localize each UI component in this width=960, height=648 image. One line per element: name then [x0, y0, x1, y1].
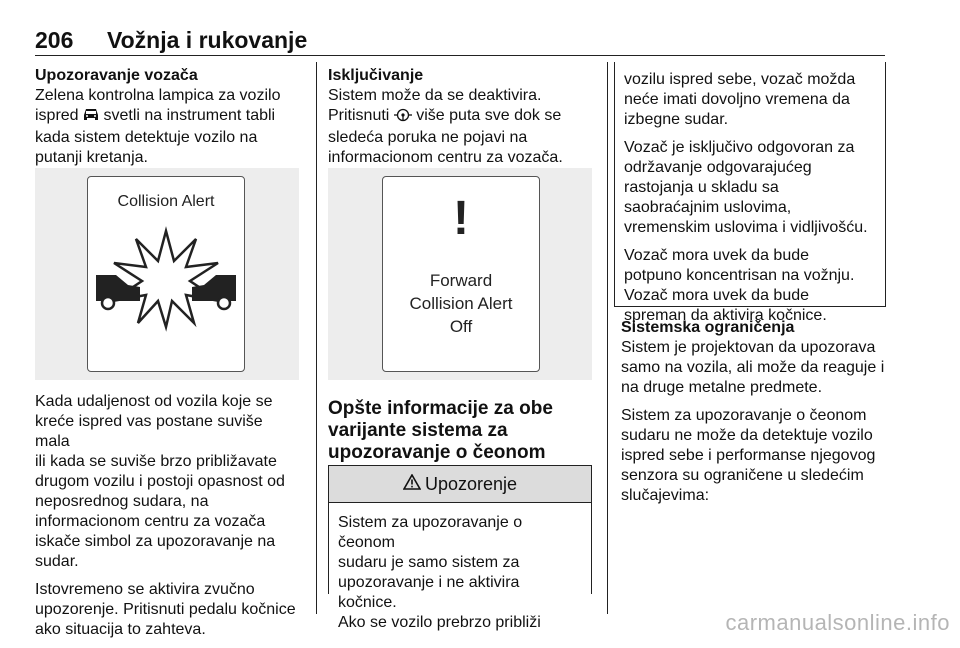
section-heading-system-limits: Sistemska ograničenja — [621, 319, 795, 336]
figure-collision-alert — [35, 168, 299, 380]
warning-box — [328, 465, 592, 631]
deactivation-line-2: Pritisnuti više puta sve dok se — [328, 106, 598, 128]
intro-line-2: ispred svetli na instrument tabli — [35, 106, 300, 128]
column-2 — [328, 66, 598, 168]
page-header — [35, 27, 885, 53]
car-front-icon — [83, 108, 99, 128]
display-screen-off — [382, 176, 540, 372]
exclamation-mark: ! — [453, 192, 469, 245]
paragraph-limits-1: Sistem je projektovan da upozorava samo na vozila, ali može da reaguje i na druge metalne predmete. — [621, 339, 885, 396]
warning-continued-p3: Vozač mora uvek da bude potpuno koncentrisan na vožnju. Vozač mora uvek da bude spreman da aktivira kočnice. — [624, 247, 855, 324]
warning-box-title: Upozorenje — [329, 466, 591, 503]
paragraph-limits-2: Sistem za upozoravanje o čeonom sudaru ne može da detektuje vozilo ispred sebe i performanse njegovog senzora su ograničene u sledećim slučajevima: — [621, 407, 876, 504]
deactivation-line-1: Sistem može da se deaktivira. — [328, 87, 542, 104]
collision-starburst-icon — [88, 223, 244, 333]
header-rule — [35, 55, 885, 56]
collision-alert-label: Collision Alert — [117, 193, 215, 210]
warning-continued-p2: Vozač je isključivo odgovoran za održavanje odgovarajućeg rastojanja u skladu sa saobraćajnim uslovima, vremenskim uslovima i vidljivošću. — [624, 139, 868, 236]
column-1 — [35, 66, 300, 168]
chapter-title: Vožnja i rukovanje — [107, 27, 308, 53]
column-divider-2 — [607, 62, 608, 614]
fca-off-message: Forward Collision Alert Off — [409, 271, 513, 336]
watermark: carmanualsonline.info — [725, 610, 950, 635]
column-3-text — [621, 318, 891, 514]
warning-box-continued — [614, 62, 886, 324]
section-heading-deactivation: Isključivanje — [328, 67, 424, 84]
column-divider-1 — [316, 62, 317, 614]
paragraph-audible-warning: Istovremeno se aktivira zvučno upozorenje. Pritisnuti pedalu kočnice ako situacija to zahteva. — [35, 581, 296, 638]
figure-fca-off — [328, 168, 592, 380]
intro-line-4: putanji kretanja. — [35, 149, 148, 166]
warning-triangle-icon — [403, 474, 421, 495]
warning-box-body: Sistem za upozoravanje o čeonom sudaru je samo sistem za upozoravanje i ne aktivira kočnice. Ako se vozilo prebrzo približi — [338, 514, 541, 631]
intro-line-3: kada sistem detektuje vozilo na — [35, 129, 258, 146]
section-heading-general-info: Opšte informacije za obe varijante sistema za upozoravanje o čeonom — [328, 398, 553, 463]
deactivation-line-4: informacionom centru za vozača. — [328, 149, 563, 166]
deactivation-line-3: sledeća poruka ne pojavi na — [328, 129, 528, 146]
warning-continued-p1: vozilu ispred sebe, vozač možda neće imati dovoljno vremena da izbegne sudar. — [624, 71, 856, 128]
steering-wheel-icon — [394, 108, 412, 128]
paragraph-distance-warning: Kada udaljenost od vozila koje se kreće ispred vas postane suviše mala ili kada se suviše brzo približavate drugom vozilu i postoji opasnost od neposrednog sudara, na informacionom centru za vozača iskače simbol za upozoravanje na sudar. — [35, 393, 285, 570]
column-1-text — [35, 392, 300, 648]
section-heading-driver-warning: Upozoravanje vozača — [35, 67, 198, 84]
intro-line-1: Zelena kontrolna lampica za vozilo — [35, 87, 281, 104]
display-screen — [87, 176, 245, 372]
page-number: 206 — [35, 27, 74, 53]
